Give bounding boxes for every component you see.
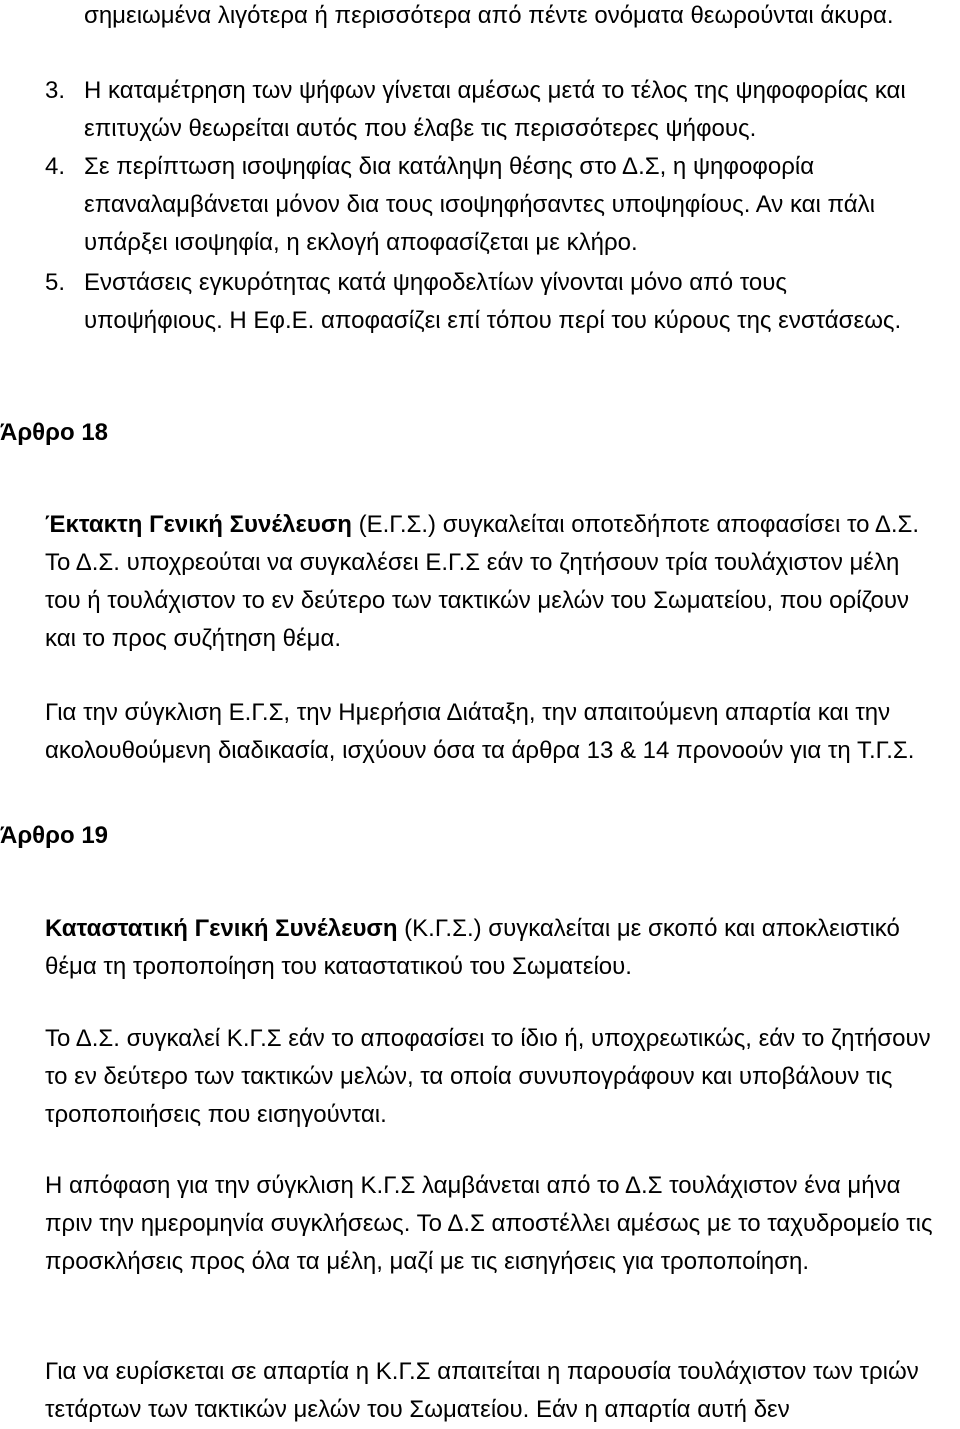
article-19-heading: Άρθρο 19	[0, 822, 109, 849]
paragraph-text: (Κ.Γ.Σ.) συγκαλείται με σκοπό και αποκλειστικό θέμα τη τροποποίηση του καταστατικού του Σωματείου.	[45, 915, 900, 980]
list-number: 5.	[45, 269, 66, 296]
article-19-paragraph-1	[45, 910, 935, 986]
list-item-text: Η καταμέτρηση των ψήφων γίνεται αμέσως μετά το τέλος της ψηφοφορίας και επιτυχών θεωρείται αυτός που έλαβε τις περισσότερες ψήφους.	[84, 77, 906, 142]
list-number: 4.	[45, 153, 66, 180]
list-number: 3.	[45, 77, 66, 104]
article-18-heading: Άρθρο 18	[0, 419, 109, 446]
list-item-text: Ενστάσεις εγκυρότητας κατά ψηφοδελτίων γίνονται μόνο από τους υποψήφιους. Η Εφ.Ε. αποφασίζει επί τόπου περί του κύρους της ενστάσεως.	[84, 269, 902, 334]
article-19-paragraph-2: Το Δ.Σ. συγκαλεί Κ.Γ.Σ εάν το αποφασίσει το ίδιο ή, υποχρεωτικώς, εάν το ζητήσουν το εν δεύτερο των τακτικών μελών, τα οποία συνυπογράφουν και υποβάλουν τις τροποποιήσεις που εισηγούνται.	[45, 1025, 931, 1128]
list-item-5	[45, 264, 925, 340]
bold-term: Έκτακτη Γενική Συνέλευση	[45, 511, 352, 538]
article-18-paragraph-1	[45, 506, 935, 658]
article-18-paragraph-2: Για την σύγκλιση Ε.Γ.Σ, την Ημερήσια Διάταξη, την απαιτούμενη απαρτία και την ακολουθούμενη διαδικασία, ισχύουν όσα τα άρθρα 13 & 14 προνοούν για τη Τ.Γ.Σ.	[45, 699, 915, 764]
paragraph-text: (Ε.Γ.Σ.) συγκαλείται οποτεδήποτε αποφασίσει το Δ.Σ. Το Δ.Σ. υποχρεούται να συγκαλέσει Ε.Γ.Σ εάν το ζητήσουν τρία τουλάχιστον μέλη του ή τουλάχιστον το εν δεύτερο των τακτικών μελών του Σωματείου, που ορίζουν και το προς συζήτηση θέμα.	[45, 511, 920, 652]
article-19-paragraph-3: Η απόφαση για την σύγκλιση Κ.Γ.Σ λαμβάνεται από το Δ.Σ τουλάχιστον ένα μήνα πριν την ημερομηνία συγκλήσεως. Το Δ.Σ αποστέλλει αμέσως με το ταχυδρομείο τις προσκλήσεις προς όλα τα μέλη, μαζί με τις εισηγήσεις για τροποποίηση.	[45, 1172, 933, 1275]
list-item-3	[45, 72, 925, 148]
list-item-text: Σε περίπτωση ισοψηφίας δια κατάληψη θέσης στο Δ.Σ, η ψηφοφορία επαναλαμβάνεται μόνον δια τους ισοψηφήσαντες υποψηφίους. Αν και πάλι υπάρξει ισοψηφία, η εκλογή αποφασίζεται με κλήρο.	[84, 153, 875, 256]
list-continuation: σημειωμένα λιγότερα ή περισσότερα από πέντε ονόματα θεωρούνται άκυρα.	[84, 2, 894, 29]
article-19-paragraph-4: Για να ευρίσκεται σε απαρτία η Κ.Γ.Σ απαιτείται η παρουσία τουλάχιστον των τριών τετάρτων των τακτικών μελών του Σωματείου. Εάν η απαρτία αυτή δεν	[45, 1358, 919, 1423]
bold-term: Καταστατική Γενική Συνέλευση	[45, 915, 398, 942]
list-item-4	[45, 148, 925, 262]
